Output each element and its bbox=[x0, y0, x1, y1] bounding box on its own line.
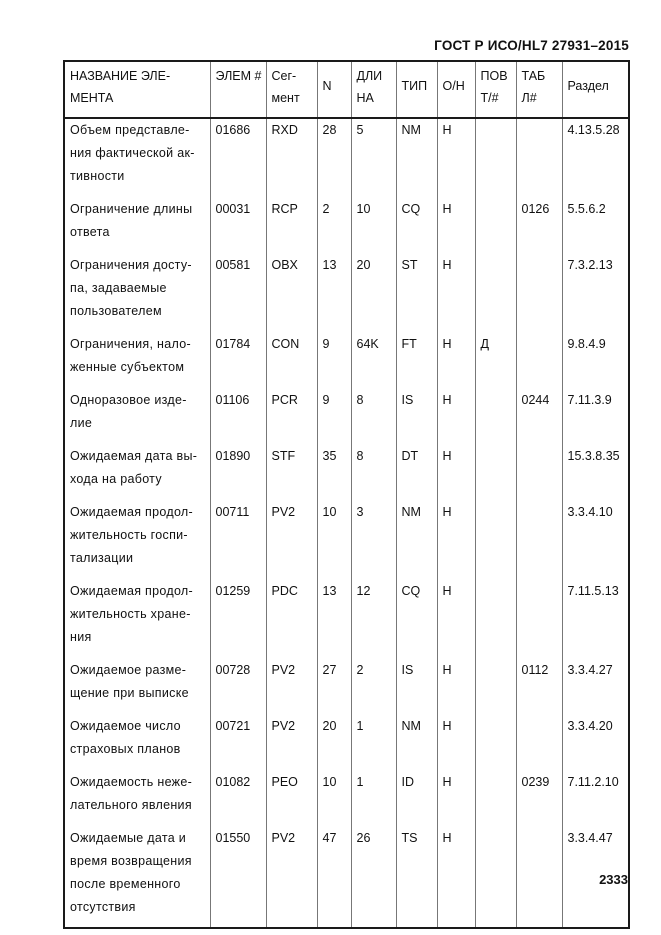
cell-repeat bbox=[475, 387, 516, 443]
cell-segment: PV2 bbox=[266, 825, 317, 928]
cell-n: 28 bbox=[317, 118, 351, 196]
cell-elem: 01082 bbox=[210, 769, 266, 825]
table-row bbox=[64, 387, 629, 443]
cell-repeat bbox=[475, 578, 516, 657]
cell-n: 13 bbox=[317, 578, 351, 657]
column-header-type: ТИП bbox=[396, 61, 437, 118]
cell-elem: 00581 bbox=[210, 252, 266, 331]
cell-name: Ограничение длины ответа bbox=[64, 196, 210, 252]
column-header-table: ТАБ Л# bbox=[516, 61, 562, 118]
cell-segment: OBX bbox=[266, 252, 317, 331]
cell-elem: 01890 bbox=[210, 443, 266, 499]
cell-oh: Н bbox=[437, 252, 475, 331]
cell-repeat bbox=[475, 769, 516, 825]
table-row bbox=[64, 713, 629, 769]
cell-table bbox=[516, 331, 562, 387]
cell-elem: 00728 bbox=[210, 657, 266, 713]
cell-name: Одноразовое изде-лие bbox=[64, 387, 210, 443]
cell-name: Ограничения досту-па, задаваемые пользователем bbox=[64, 252, 210, 331]
cell-table: 0126 bbox=[516, 196, 562, 252]
cell-type: TS bbox=[396, 825, 437, 928]
table-row bbox=[64, 657, 629, 713]
cell-n: 9 bbox=[317, 387, 351, 443]
cell-length: 5 bbox=[351, 118, 396, 196]
cell-length: 8 bbox=[351, 443, 396, 499]
cell-name: Ограничения, нало-женные субъектом bbox=[64, 331, 210, 387]
cell-type: ST bbox=[396, 252, 437, 331]
cell-repeat bbox=[475, 499, 516, 578]
cell-type: CQ bbox=[396, 196, 437, 252]
cell-section: 7.3.2.13 bbox=[562, 252, 629, 331]
table-row bbox=[64, 443, 629, 499]
cell-repeat bbox=[475, 713, 516, 769]
cell-length: 10 bbox=[351, 196, 396, 252]
data-elements-table bbox=[63, 60, 630, 929]
cell-elem: 01550 bbox=[210, 825, 266, 928]
cell-repeat bbox=[475, 657, 516, 713]
cell-name: Ожидаемые дата и время возвращения после временного отсутствия bbox=[64, 825, 210, 928]
cell-segment: PEO bbox=[266, 769, 317, 825]
cell-segment: PV2 bbox=[266, 713, 317, 769]
cell-name: Объем представле-ния фактической ак-тивности bbox=[64, 118, 210, 196]
cell-elem: 00031 bbox=[210, 196, 266, 252]
cell-oh: Н bbox=[437, 657, 475, 713]
cell-elem: 00711 bbox=[210, 499, 266, 578]
cell-oh: Н bbox=[437, 387, 475, 443]
cell-segment: PV2 bbox=[266, 499, 317, 578]
cell-table bbox=[516, 713, 562, 769]
cell-elem: 01259 bbox=[210, 578, 266, 657]
cell-elem: 01784 bbox=[210, 331, 266, 387]
cell-segment: RXD bbox=[266, 118, 317, 196]
cell-type: NM bbox=[396, 118, 437, 196]
cell-table bbox=[516, 443, 562, 499]
column-header-repeat: ПОВ Т/# bbox=[475, 61, 516, 118]
cell-type: ID bbox=[396, 769, 437, 825]
cell-repeat: Д bbox=[475, 331, 516, 387]
cell-table bbox=[516, 578, 562, 657]
table-row bbox=[64, 196, 629, 252]
cell-length: 64K bbox=[351, 331, 396, 387]
cell-n: 9 bbox=[317, 331, 351, 387]
cell-segment: PCR bbox=[266, 387, 317, 443]
cell-repeat bbox=[475, 252, 516, 331]
cell-name: Ожидаемое разме-щение при выписке bbox=[64, 657, 210, 713]
cell-length: 3 bbox=[351, 499, 396, 578]
cell-table: 0239 bbox=[516, 769, 562, 825]
cell-n: 2 bbox=[317, 196, 351, 252]
cell-name: Ожидаемая продол-жительность хране-ния bbox=[64, 578, 210, 657]
column-header-n: N bbox=[317, 61, 351, 118]
cell-name: Ожидаемое число страховых планов bbox=[64, 713, 210, 769]
cell-oh: Н bbox=[437, 578, 475, 657]
cell-table bbox=[516, 499, 562, 578]
cell-segment: PV2 bbox=[266, 657, 317, 713]
table-row bbox=[64, 499, 629, 578]
cell-section: 7.11.3.9 bbox=[562, 387, 629, 443]
cell-n: 20 bbox=[317, 713, 351, 769]
cell-type: IS bbox=[396, 387, 437, 443]
table-header-row bbox=[64, 61, 629, 118]
cell-elem: 00721 bbox=[210, 713, 266, 769]
cell-section: 3.3.4.47 bbox=[562, 825, 629, 928]
column-header-segment: Сег-мент bbox=[266, 61, 317, 118]
cell-table: 0112 bbox=[516, 657, 562, 713]
cell-oh: Н bbox=[437, 443, 475, 499]
cell-length: 20 bbox=[351, 252, 396, 331]
column-header-section: Раздел bbox=[562, 61, 629, 118]
cell-section: 9.8.4.9 bbox=[562, 331, 629, 387]
cell-n: 35 bbox=[317, 443, 351, 499]
cell-segment: RCP bbox=[266, 196, 317, 252]
cell-section: 3.3.4.10 bbox=[562, 499, 629, 578]
column-header-elem: ЭЛЕМ # bbox=[210, 61, 266, 118]
cell-oh: Н bbox=[437, 118, 475, 196]
cell-segment: STF bbox=[266, 443, 317, 499]
cell-oh: Н bbox=[437, 769, 475, 825]
cell-length: 8 bbox=[351, 387, 396, 443]
page-number: 2333 bbox=[599, 872, 628, 887]
cell-length: 1 bbox=[351, 769, 396, 825]
cell-table bbox=[516, 118, 562, 196]
cell-section: 7.11.2.10 bbox=[562, 769, 629, 825]
cell-length: 1 bbox=[351, 713, 396, 769]
cell-section: 15.3.8.35 bbox=[562, 443, 629, 499]
cell-type: DT bbox=[396, 443, 437, 499]
cell-oh: Н bbox=[437, 499, 475, 578]
cell-length: 26 bbox=[351, 825, 396, 928]
cell-name: Ожидаемая дата вы-хода на работу bbox=[64, 443, 210, 499]
cell-type: IS bbox=[396, 657, 437, 713]
table-row bbox=[64, 578, 629, 657]
cell-type: FT bbox=[396, 331, 437, 387]
cell-n: 27 bbox=[317, 657, 351, 713]
table-row bbox=[64, 769, 629, 825]
cell-section: 3.3.4.20 bbox=[562, 713, 629, 769]
cell-section: 4.13.5.28 bbox=[562, 118, 629, 196]
document-standard-title: ГОСТ Р ИСО/HL7 27931–2015 bbox=[434, 38, 629, 53]
cell-segment: CON bbox=[266, 331, 317, 387]
cell-length: 2 bbox=[351, 657, 396, 713]
cell-segment: PDC bbox=[266, 578, 317, 657]
cell-section: 7.11.5.13 bbox=[562, 578, 629, 657]
cell-section: 3.3.4.27 bbox=[562, 657, 629, 713]
cell-section: 5.5.6.2 bbox=[562, 196, 629, 252]
cell-oh: Н bbox=[437, 825, 475, 928]
cell-length: 12 bbox=[351, 578, 396, 657]
cell-table bbox=[516, 252, 562, 331]
cell-elem: 01106 bbox=[210, 387, 266, 443]
cell-type: CQ bbox=[396, 578, 437, 657]
column-header-length: ДЛИ НА bbox=[351, 61, 396, 118]
cell-repeat bbox=[475, 443, 516, 499]
column-header-oh: О/Н bbox=[437, 61, 475, 118]
cell-n: 10 bbox=[317, 499, 351, 578]
cell-n: 10 bbox=[317, 769, 351, 825]
cell-n: 47 bbox=[317, 825, 351, 928]
table-row bbox=[64, 118, 629, 196]
cell-name: Ожидаемость неже-лательного явления bbox=[64, 769, 210, 825]
cell-repeat bbox=[475, 196, 516, 252]
cell-repeat bbox=[475, 118, 516, 196]
cell-oh: Н bbox=[437, 196, 475, 252]
table-row bbox=[64, 252, 629, 331]
cell-type: NM bbox=[396, 713, 437, 769]
table-row bbox=[64, 331, 629, 387]
cell-elem: 01686 bbox=[210, 118, 266, 196]
cell-n: 13 bbox=[317, 252, 351, 331]
cell-name: Ожидаемая продол-жительность госпи-тализации bbox=[64, 499, 210, 578]
cell-oh: Н bbox=[437, 713, 475, 769]
cell-type: NM bbox=[396, 499, 437, 578]
cell-oh: Н bbox=[437, 331, 475, 387]
cell-table: 0244 bbox=[516, 387, 562, 443]
column-header-name: НАЗВАНИЕ ЭЛЕ-МЕНТА bbox=[64, 61, 210, 118]
